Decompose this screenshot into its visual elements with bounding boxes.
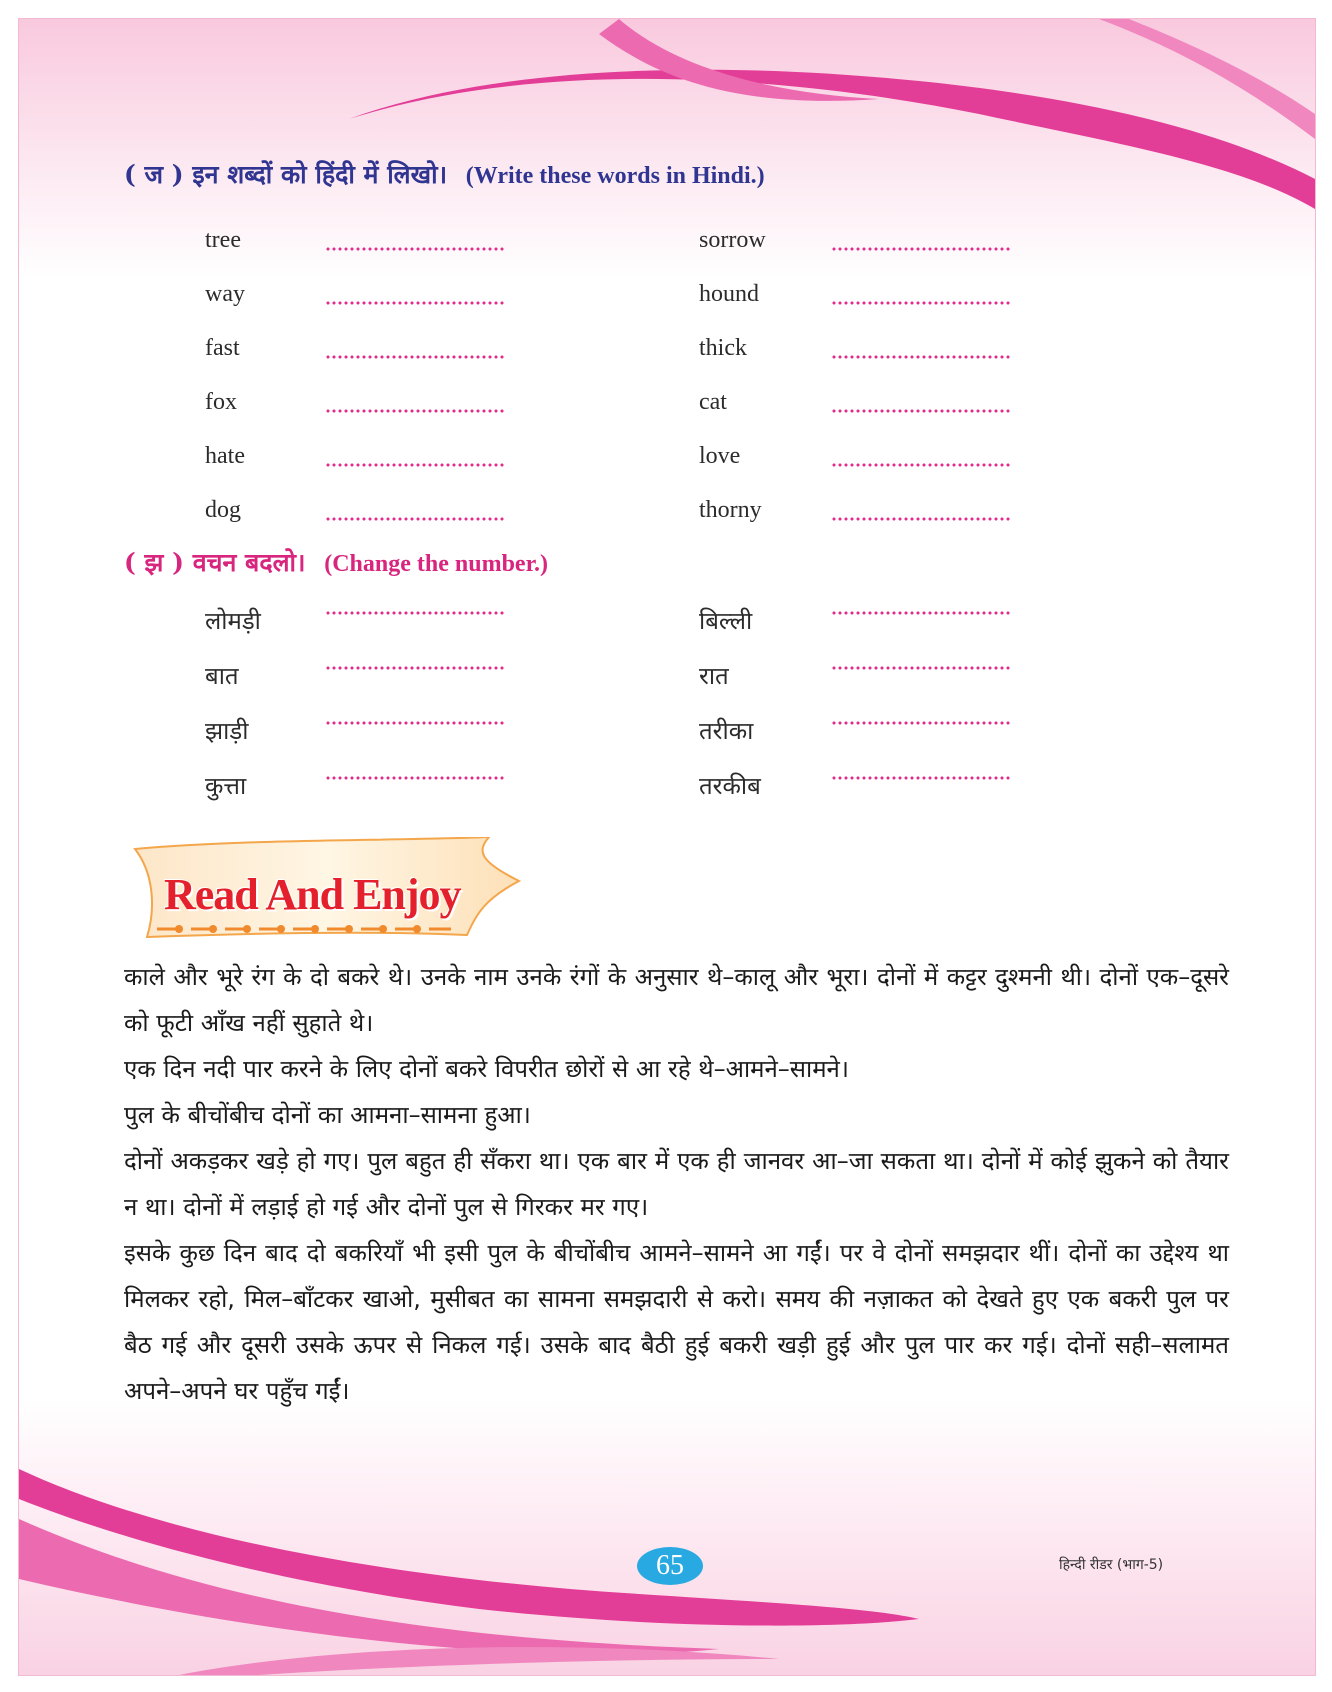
answer-blank-right-3[interactable] <box>831 355 1011 359</box>
story-text <box>124 954 1229 1414</box>
answer-blank-right-1[interactable] <box>831 247 1011 251</box>
number-blank-right-1[interactable] <box>831 611 1011 615</box>
story-paragraph-5: इसके कुछ दिन बाद दो बकरियाँ भी इसी पुल के बीचोंबीच आमने–सामने आ गईं। पर वे दोनों समझदार थीं। दोनों का उद्देश्य था मिलकर रहो, मिल–बाँटकर खाओ, मुसीबत का सामना समझदारी से करो। समय की नज़ाकत को देखते हुए एक बकरी पुल पर बैठ गई और दूसरी उसके ऊपर से निकल गई। उसके बाद बैठी हुई बकरी खड़ी हुई और पुल पार कर गई। दोनों सही–सलामत अपने–अपने घर पहुँच गईं। <box>124 1239 1229 1405</box>
answer-blank-right-2[interactable] <box>831 301 1011 305</box>
word-left-4: fox <box>205 389 237 415</box>
word-right-3: thick <box>699 335 747 361</box>
answer-blank-left-1[interactable] <box>325 247 505 251</box>
word-left-6: dog <box>205 497 241 523</box>
number-blank-right-4[interactable] <box>831 776 1011 780</box>
number-word-right-4: तरकीब <box>699 772 761 800</box>
section-ja-label: ( ज ) <box>124 160 184 189</box>
answer-blank-left-6[interactable] <box>325 517 505 521</box>
answer-blank-left-2[interactable] <box>325 301 505 305</box>
number-word-left-4: कुत्ता <box>205 772 247 800</box>
answer-blank-left-4[interactable] <box>325 409 505 413</box>
word-right-2: hound <box>699 281 759 307</box>
answer-blank-right-6[interactable] <box>831 517 1011 521</box>
number-word-right-2: रात <box>699 662 729 690</box>
number-word-right-3: तरीका <box>699 717 754 745</box>
section-jha-label: ( झ ) <box>124 548 184 577</box>
word-right-1: sorrow <box>699 227 766 253</box>
story-paragraph-4: दोनों अकड़कर खड़े हो गए। पुल बहुत ही सँकरा था। एक बार में एक ही जानवर आ–जा सकता था। दोनों में कोई झुकने को तैयार न था। दोनों में लड़ाई हो गई और दोनों पुल से गिरकर मर गए। <box>124 1147 1229 1221</box>
number-word-left-2: बात <box>205 662 239 690</box>
page-number-badge: 65 <box>637 1547 703 1585</box>
number-word-left-3: झाड़ी <box>205 717 249 745</box>
number-blank-left-1[interactable] <box>325 611 505 615</box>
book-title-footer: हिन्दी रीडर (भाग-5) <box>1059 1557 1164 1573</box>
number-blank-left-2[interactable] <box>325 666 505 670</box>
section-jha-heading <box>124 545 548 579</box>
section-jha-title-english: (Change the number.) <box>324 551 549 577</box>
number-word-left-1: लोमड़ी <box>205 607 261 635</box>
section-ja-heading <box>124 157 765 191</box>
number-blank-right-2[interactable] <box>831 666 1011 670</box>
story-paragraph-3: पुल के बीचोंबीच दोनों का आमना–सामना हुआ। <box>124 1101 531 1129</box>
word-left-1: tree <box>205 227 241 253</box>
story-paragraph-1: काले और भूरे रंग के दो बकरे थे। उनके नाम उनके रंगों के अनुसार थे–कालू और भूरा। दोनों में कट्टर दुश्मनी थी। दोनों एक–दूसरे को फूटी आँख नहीं सुहाते थे। <box>124 963 1229 1037</box>
word-right-4: cat <box>699 389 727 415</box>
word-left-5: hate <box>205 443 245 469</box>
word-left-2: way <box>205 281 245 307</box>
word-left-3: fast <box>205 335 240 361</box>
number-blank-left-3[interactable] <box>325 721 505 725</box>
story-paragraph-2: एक दिन नदी पार करने के लिए दोनों बकरे विपरीत छोरों से आ रहे थे–आमने–सामने। <box>124 1055 849 1083</box>
answer-blank-left-5[interactable] <box>325 463 505 467</box>
word-right-6: thorny <box>699 497 762 523</box>
number-blank-right-3[interactable] <box>831 721 1011 725</box>
section-ja-title-english: (Write these words in Hindi.) <box>465 163 765 189</box>
number-blank-left-4[interactable] <box>325 776 505 780</box>
page <box>18 18 1316 1676</box>
section-ja-title-hindi: इन शब्दों को हिंदी में लिखो। <box>192 160 448 189</box>
answer-blank-right-5[interactable] <box>831 463 1011 467</box>
read-and-enjoy-title: Read And Enjoy <box>164 870 461 919</box>
number-word-right-1: बिल्ली <box>699 607 753 635</box>
word-right-5: love <box>699 443 741 469</box>
answer-blank-left-3[interactable] <box>325 355 505 359</box>
section-jha-title-hindi: वचन बदलो। <box>192 548 306 577</box>
answer-blank-right-4[interactable] <box>831 409 1011 413</box>
